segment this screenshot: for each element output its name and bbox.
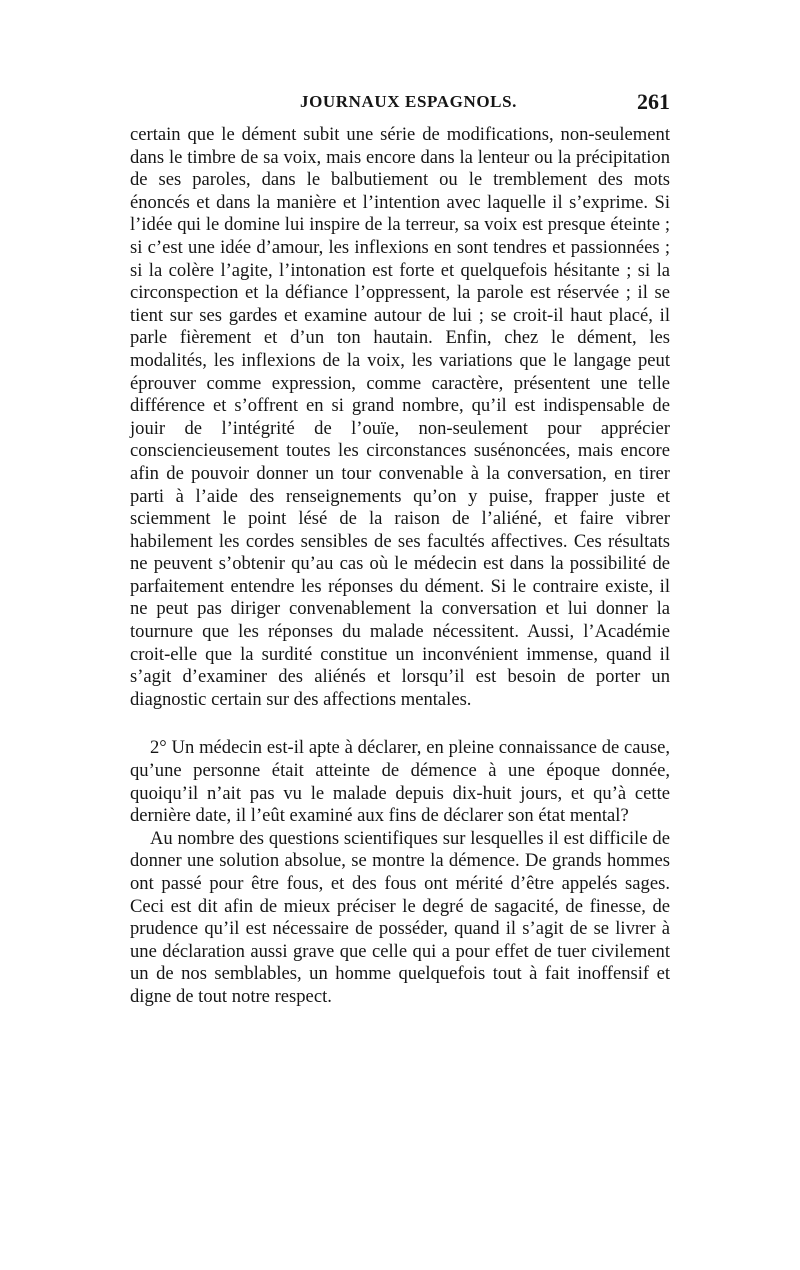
paragraph-answer: Au nombre des questions scientifiques sur lesquelles il est difficile de donner une solution absolue, se montre la démence. De grands hommes ont passé pour être fous, et des fous ont mérité d’être appelés sages. Ceci est dit afin de mieux préciser le degré de sagacité, de finesse, de prudence qu’il est nécessaire de posséder, quand il s’agit de se livrer à une déclaration aussi grave que celle qui a pour effet de tuer civilement un de nos semblables, un homme quelquefois tout à fait inoffensif et digne de tout notre respect. [130,827,670,1007]
body-text [130,124,670,1009]
paragraph-continued: certain que le dément subit une série de modifications, non-seulement dans le timbre de sa voix, mais encore dans la lenteur ou la précipitation de ses paroles, dans le balbutiement ou le tremblement des mots énoncés et dans la manière et l’intention avec laquelle il s’exprime. Si l’idée qui le domine lui inspire de la terreur, sa voix est presque éteinte ; si c’est une idée d’amour, les inflexions en sont tendres et passionnées ; si la colère l’agite, l’intonation est forte et quelquefois hésitante ; si la circonspection et la défiance l’oppressent, la parole est réservée ; il se tient sur ses gardes et examine autour de lui ; se croit-il haut placé, il parle fièrement et d’un ton hautain. Enfin, chez le dément, les modalités, les inflexions de la voix, les variations que le langage peut éprouver comme expression, comme caractère, présentent une telle différence et s’offrent en si grand nombre, qu’il est indispensable de jouir de l’intégrité de l’ouïe, non-seulement pour apprécier consciencieusement toutes les circonstances susénoncées, mais encore afin de pouvoir donner un tour convenable à la conversation, en tirer parti à l’aide des renseignements qu’on y puise, frapper juste et sciemment le point lésé de la raison de l’aliéné, et faire vibrer habilement les cordes sensibles de ses facultés affectives. Ces résultats ne peuvent s’obtenir qu’au cas où le médecin est dans la possibilité de parfaitement entendre les réponses du dément. Si le contraire existe, il ne peut pas diriger convenablement la conversation et lui donner la tournure que les réponses du malade nécessitent. Aussi, l’Académie croit-elle que la surdité constitue un inconvénient immense, quand il s’agit d’examiner des aliénés et lorsqu’il est besoin de porter un diagnostic certain sur des affections mentales. [130,124,670,710]
page-number: 261 [637,89,670,114]
paragraph-gap [130,711,670,737]
running-head [130,89,670,122]
running-title: JOURNAUX ESPAGNOLS. [300,92,517,111]
paragraph-question-2: 2° Un médecin est-il apte à déclarer, en pleine connaissance de cause, qu’une personne était atteinte de démence à une époque donnée, quoiqu’il n’ait pas vu le malade depuis dix-huit jours, et qu’à cette dernière date, il l’eût examiné aux fins de déclarer son état mental? [130,737,670,827]
